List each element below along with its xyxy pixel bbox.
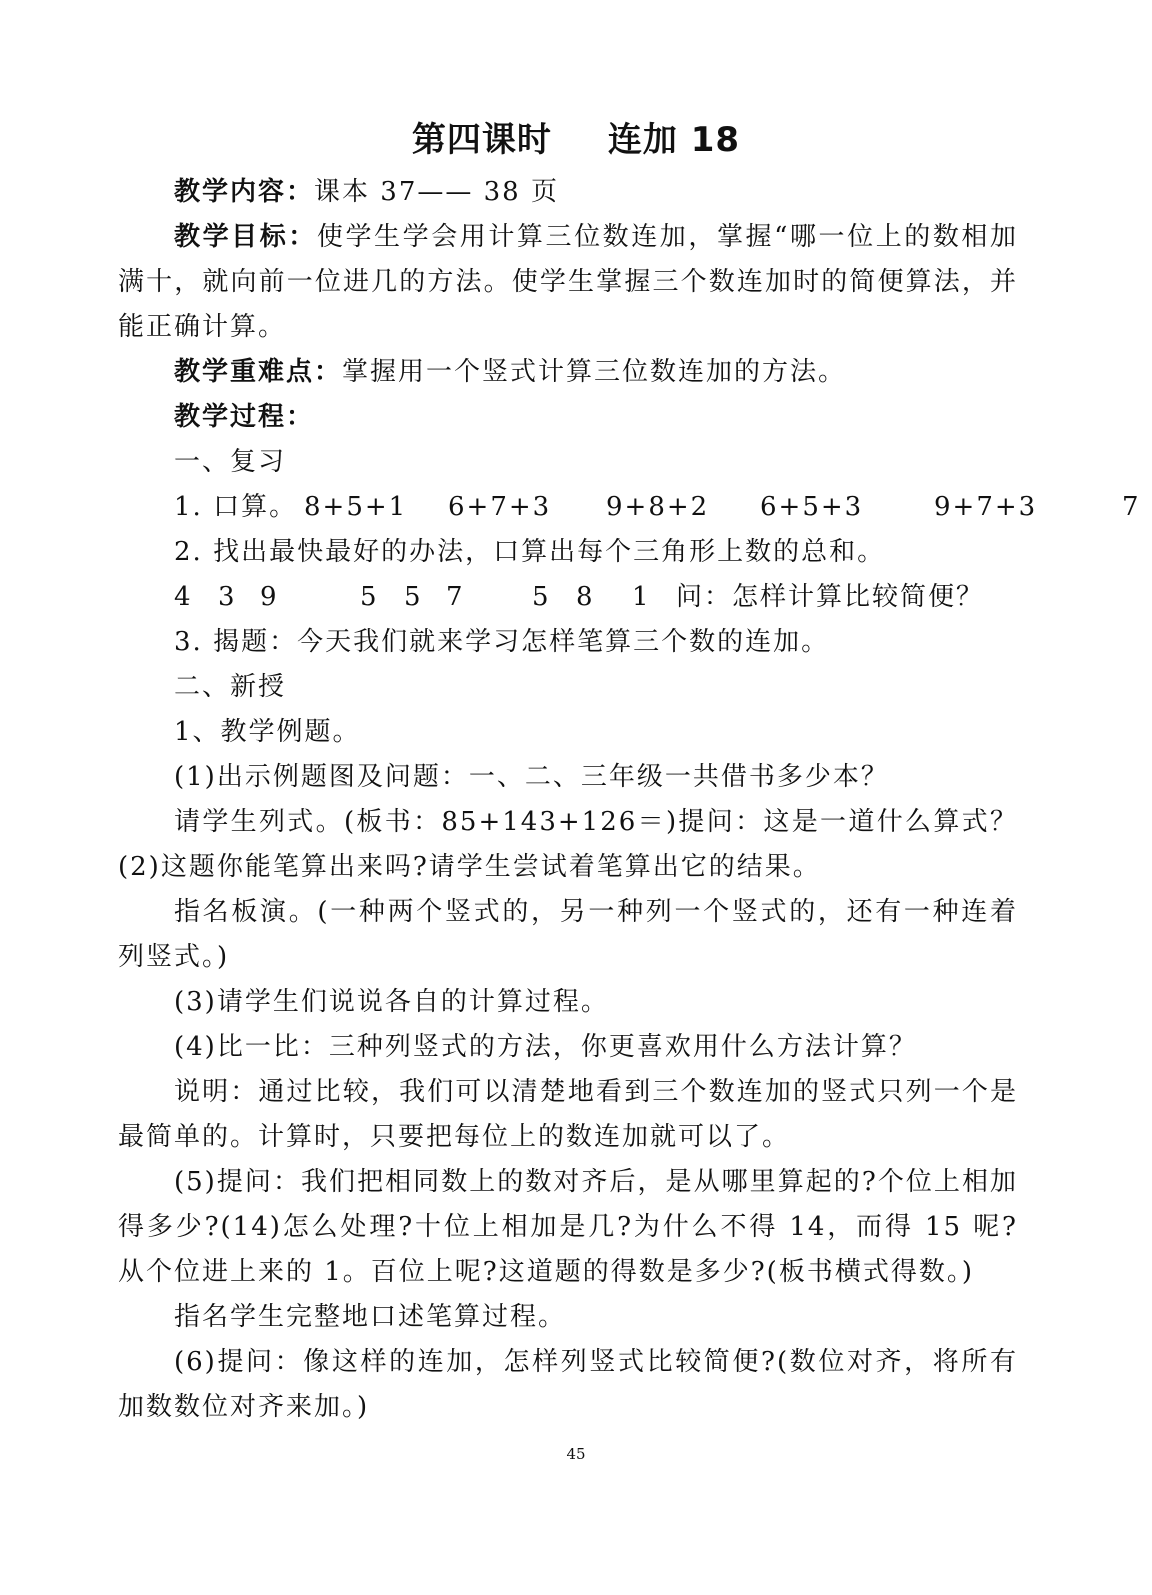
- teaching-key-points: [118, 350, 1018, 395]
- mental-math-label: 1. 口算。: [174, 492, 298, 522]
- new-paragraph-9: (6)提问：像这样的连加，怎样列竖式比较简便?(数位对齐，将所有加数数位对齐来加。): [118, 1347, 1018, 1422]
- triangle-number: 9: [260, 582, 279, 612]
- title-topic: 连加 18: [607, 120, 741, 160]
- triangle-question: 问：怎样计算比较简便？: [676, 582, 985, 612]
- teaching-content: [118, 170, 1018, 215]
- new-paragraph-3: 指名板演。(一种两个竖式的，另一种列一个竖式的，还有一种连着列竖式。): [118, 897, 1018, 972]
- new-paragraph-6: 说明：通过比较，我们可以清楚地看到三个数连加的竖式只列一个是最简单的。计算时，只要把每位上的数连加就可以了。: [118, 1077, 1018, 1152]
- teaching-process-label: 教学过程：: [174, 402, 315, 432]
- section-new-heading: 二、新授: [174, 672, 287, 702]
- mental-math-item: 8+5+1: [304, 492, 408, 522]
- new-paragraph-7: (5)提问：我们把相同数上的数对齐后，是从哪里算起的?个位上相加得多少?(14)怎么处理?十位上相加是几?为什么不得 14，而得 15 呢?从个位进上来的 1。百位上呢?这道题的得数是多少?(板书横式得数。): [118, 1167, 1018, 1287]
- triangle-number: 5: [404, 582, 423, 612]
- triangle-number: 1: [632, 582, 651, 612]
- new-paragraph-2: 请学生列式。(板书：85+143+126＝)提问：这是一道什么算式？(2)这题你能笔算出来吗?请学生尝试着笔算出它的结果。: [118, 807, 1018, 882]
- teaching-content-label: 教学内容：: [174, 177, 315, 207]
- teaching-goal: [118, 215, 1018, 350]
- new-paragraph-8: 指名学生完整地口述笔算过程。: [174, 1302, 567, 1332]
- triangle-number: 7: [446, 582, 465, 612]
- triangle-number: 3: [218, 582, 237, 612]
- triangle-numbers-row: [118, 575, 1018, 620]
- review-item-2: 2. 找出最快最好的办法，口算出每个三角形上数的总和。: [174, 537, 886, 567]
- title-lesson: 第四课时: [411, 120, 552, 160]
- section-review-heading: 一、复习: [174, 447, 287, 477]
- new-subheading: 1、教学例题。: [174, 717, 361, 747]
- teaching-key-points-text: 掌握用一个竖式计算三位数连加的方法。: [342, 357, 847, 387]
- review-item-3: 3. 揭题：今天我们就来学习怎样笔算三个数的连加。: [174, 627, 830, 657]
- triangle-number: 5: [532, 582, 551, 612]
- teaching-content-text: 课本 37—— 38 页: [314, 177, 559, 207]
- new-paragraph-5: (4)比一比：三种列竖式的方法，你更喜欢用什么方法计算？: [174, 1032, 917, 1062]
- triangle-number: 4: [174, 582, 193, 612]
- page-title: [0, 118, 1152, 162]
- teaching-goal-label: 教学目标：: [174, 222, 317, 252]
- mental-math-item: 6+7+3: [448, 492, 552, 522]
- triangle-number: 5: [360, 582, 379, 612]
- document-body: [118, 170, 1141, 1430]
- new-paragraph-4: (3)请学生们说说各自的计算过程。: [174, 987, 609, 1017]
- mental-math-row: [118, 485, 1141, 530]
- mental-math-item: 6+5+3: [760, 492, 864, 522]
- teaching-key-points-label: 教学重难点：: [174, 357, 343, 387]
- teaching-process: [118, 395, 1018, 440]
- page-number: 45: [566, 1445, 586, 1463]
- mental-math-item: 9+7+3: [934, 492, 1038, 522]
- teaching-goal-text: 使学生学会用计算三位数连加，掌握“哪一位上的数相加满十，就向前一位进几的方法。使学生掌握三个数连加时的简便算法，并能正确计算。: [118, 222, 1018, 342]
- triangle-number: 8: [576, 582, 595, 612]
- mental-math-item: 7: [1122, 492, 1141, 522]
- mental-math-item: 9+8+2: [606, 492, 710, 522]
- new-paragraph-1: (1)出示例题图及问题：一、二、三年级一共借书多少本？: [174, 762, 889, 792]
